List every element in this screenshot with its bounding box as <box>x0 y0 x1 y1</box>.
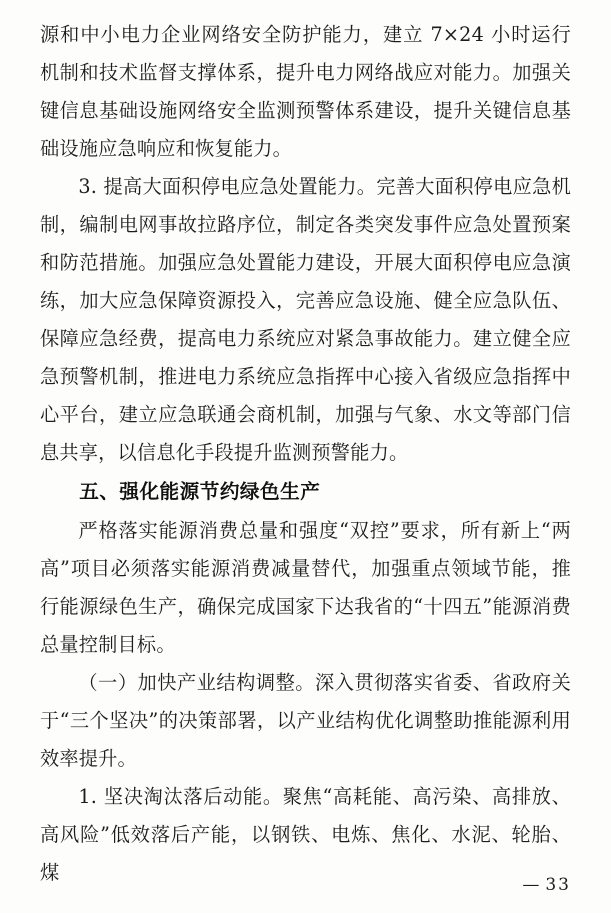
paragraph-energy-control: 严格落实能源消费总量和强度“双控”要求，所有新上“两高”项目必须落实能源消费减量替代，加强重点领域节能，推行能源绿色生产，确保完成国家下达我省的“十四五”能源消费总量控制目标。 <box>40 519 571 656</box>
section-heading-five: 五、强化能源节约绿色生产 <box>79 480 321 503</box>
page-number: 33 <box>545 875 571 895</box>
paragraph-eliminate-capacity: 1. 坚决淘汰落后动能。聚焦“高耗能、高污染、高排放、高风险”低效落后产能，以钢铁、电炼、焦化、水泥、轮胎、煤 <box>40 785 571 884</box>
page-footer <box>0 875 571 895</box>
footer-dash: — <box>522 875 540 895</box>
paragraph-industry-structure: （一）加快产业结构调整。深入贯彻落实省委、省政府关于“三个坚决”的决策部署，以产业结构优化调整助推能源利用效率提升。 <box>40 671 571 770</box>
document-body <box>40 16 571 892</box>
paragraph-emergency-response: 3. 提高大面积停电应急处置能力。完善大面积停电应急机制，编制电网事故拉路序位，制定各类突发事件应急处置预案和防范措施。加强应急处置能力建设，开展大面积停电应急演练，加大应急保障资源投入，完善应急设施、健全应急队伍、保障应急经费，提高电力系统应对紧急事故能力。建立健全应急预警机制，推进电力系统应急指挥中心接入省级应急指挥中心平台，建立应急联通会商机制，加强与气象、水文等部门信息共享，以信息化手段提升监测预警能力。 <box>40 175 571 464</box>
paragraph-continuation: 源和中小电力企业网络安全防护能力，建立 7×24 小时运行机制和技术监督支撑体系，提升电力网络战应对能力。加强关键信息基础设施网络安全监测预警体系建设，提升关键信息基础设施应急响应和恢复能力。 <box>40 23 571 160</box>
